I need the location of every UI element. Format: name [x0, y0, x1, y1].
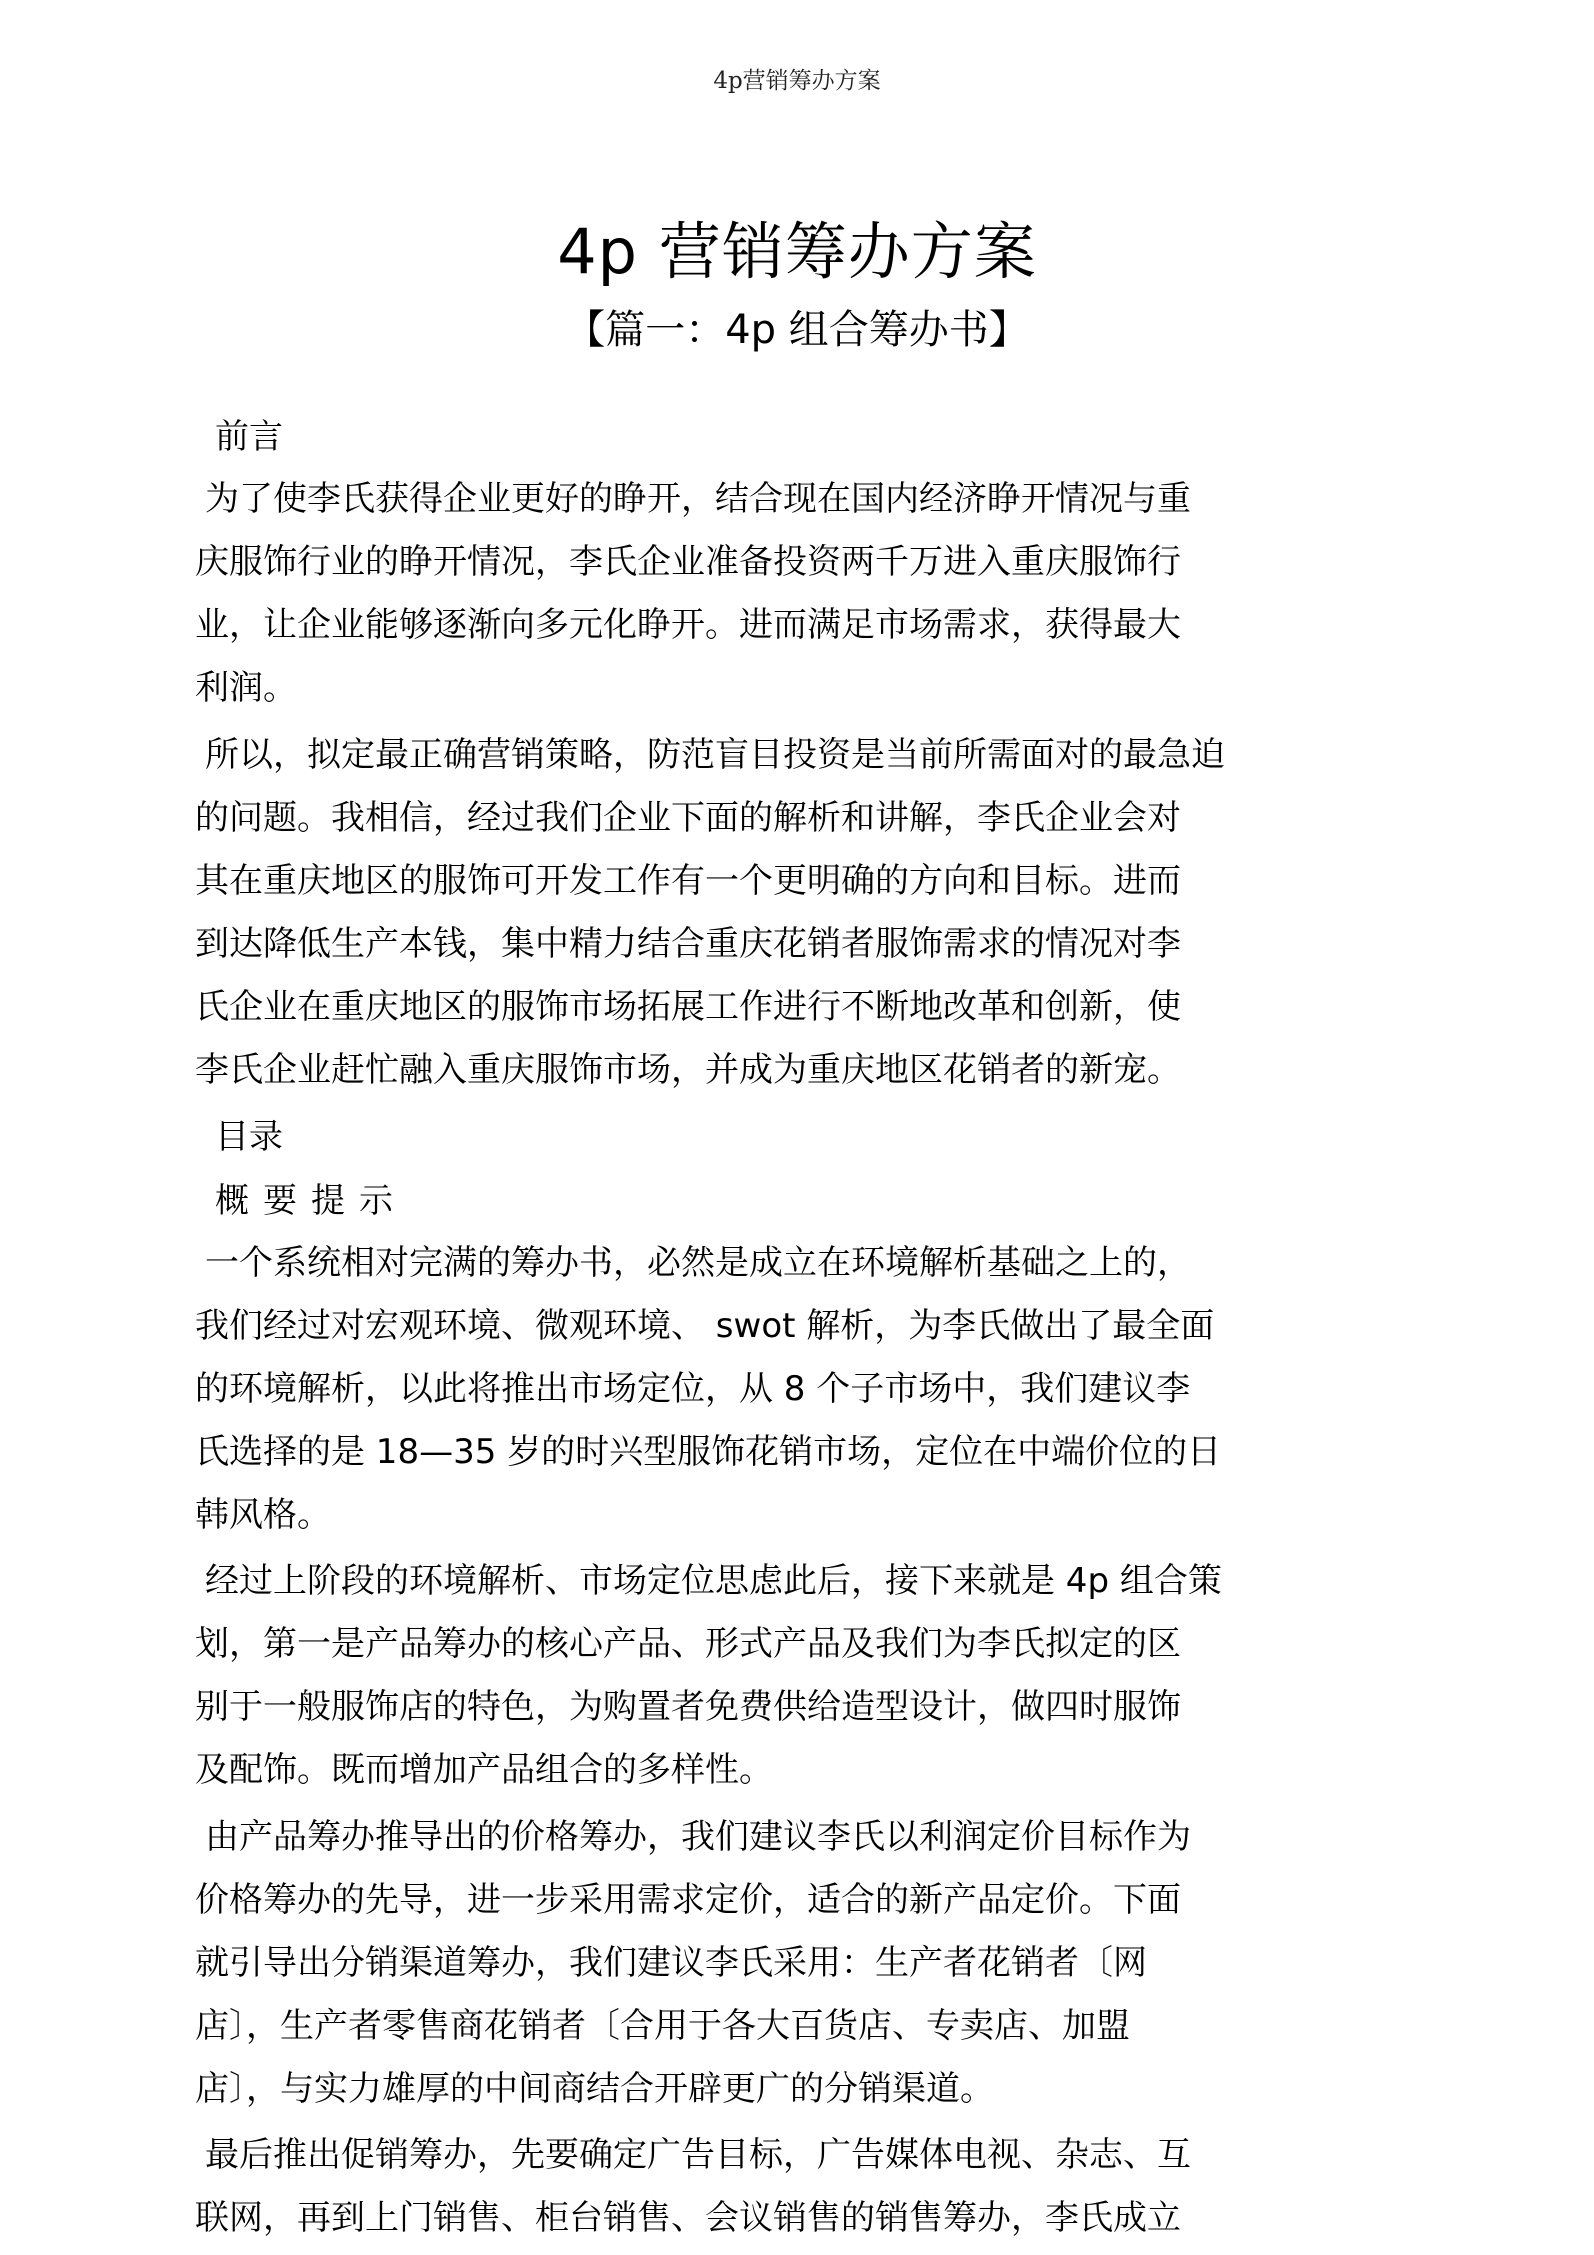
section-heading-toc: 目录 — [215, 1117, 283, 1157]
summary-para1-line: 一个系统相对完满的筹办书，必然是成立在环境解析基础之上的， — [205, 1243, 1191, 1283]
preface-para2-line: 到达降低生产本钱，集中精力结合重庆花销者服饰需求的情况对李 — [195, 924, 1181, 964]
section-heading-summary: 概要提示 — [215, 1181, 407, 1221]
summary-para1-line: 韩风格。 — [195, 1495, 331, 1535]
summary-para4-line: 联网，再到上门销售、柜台销售、会议销售的销售筹办，李氏成立 — [195, 2198, 1181, 2238]
document-subtitle: 【篇一：4p 组合筹办书】 — [565, 307, 1029, 353]
preface-line: 为了使李氏获得企业更好的睁开，结合现在国内经济睁开情况与重 — [205, 479, 1191, 519]
preface-line: 业，让企业能够逐渐向多元化睁开。进而满足市场需求，获得最大 — [195, 605, 1181, 645]
summary-para1-line: 的环境解析，以此将推出市场定位，从 8 个子市场中，我们建议李 — [195, 1369, 1191, 1409]
summary-para3-line: 店〕，与实力雄厚的中间商结合开辟更广的分销渠道。 — [195, 2069, 994, 2109]
page-header: 4p营销筹办方案 — [713, 68, 881, 94]
summary-para2-line: 及配饰。既而增加产品组合的多样性。 — [195, 1750, 773, 1790]
preface-para2-line: 氏企业在重庆地区的服饰市场拓展工作进行不断地改革和创新，使 — [195, 987, 1181, 1027]
preface-para2-line: 的问题。我相信，经过我们企业下面的解析和讲解，李氏企业会对 — [195, 798, 1181, 838]
preface-para2-line: 李氏企业赶忙融入重庆服饰市场，并成为重庆地区花销者的新宠。 — [195, 1050, 1181, 1090]
summary-para2-line: 划，第一是产品筹办的核心产品、形式产品及我们为李氏拟定的区 — [195, 1624, 1181, 1664]
summary-para3-line: 店〕，生产者零售商花销者〔合用于各大百货店、专卖店、加盟 — [195, 2006, 1130, 2046]
preface-para2-line: 所以，拟定最正确营销策略，防范盲目投资是当前所需面对的最急迫 — [205, 735, 1225, 775]
summary-para3-line: 就引导出分销渠道筹办，我们建议李氏采用：生产者花销者〔网 — [195, 1943, 1147, 1983]
preface-line: 利润。 — [195, 668, 297, 708]
section-heading-preface: 前言 — [215, 417, 283, 457]
preface-para2-line: 其在重庆地区的服饰可开发工作有一个更明确的方向和目标。进而 — [195, 861, 1181, 901]
summary-para2-line: 别于一般服饰店的特色，为购置者免费供给造型设计，做四时服饰 — [195, 1687, 1181, 1727]
summary-para4-line: 最后推出促销筹办，先要确定广告目标，广告媒体电视、杂志、互 — [205, 2135, 1191, 2175]
preface-line: 庆服饰行业的睁开情况，李氏企业准备投资两千万进入重庆服饰行 — [195, 542, 1181, 582]
document-title: 4p 营销筹办方案 — [557, 215, 1037, 288]
summary-para1-line: 氏选择的是 18—35 岁的时兴型服饰花销市场，定位在中端价位的日 — [195, 1432, 1222, 1472]
summary-para2-line: 经过上阶段的环境解析、市场定位思虑此后，接下来就是 4p 组合策 — [205, 1561, 1222, 1601]
summary-para3-line: 由产品筹办推导出的价格筹办，我们建议李氏以利润定价目标作为 — [205, 1817, 1191, 1857]
summary-para3-line: 价格筹办的先导，进一步采用需求定价，适合的新产品定价。下面 — [195, 1880, 1181, 1920]
summary-para1-line: 我们经过对宏观环境、微观环境、 swot 解析，为李氏做出了最全面 — [195, 1306, 1215, 1346]
